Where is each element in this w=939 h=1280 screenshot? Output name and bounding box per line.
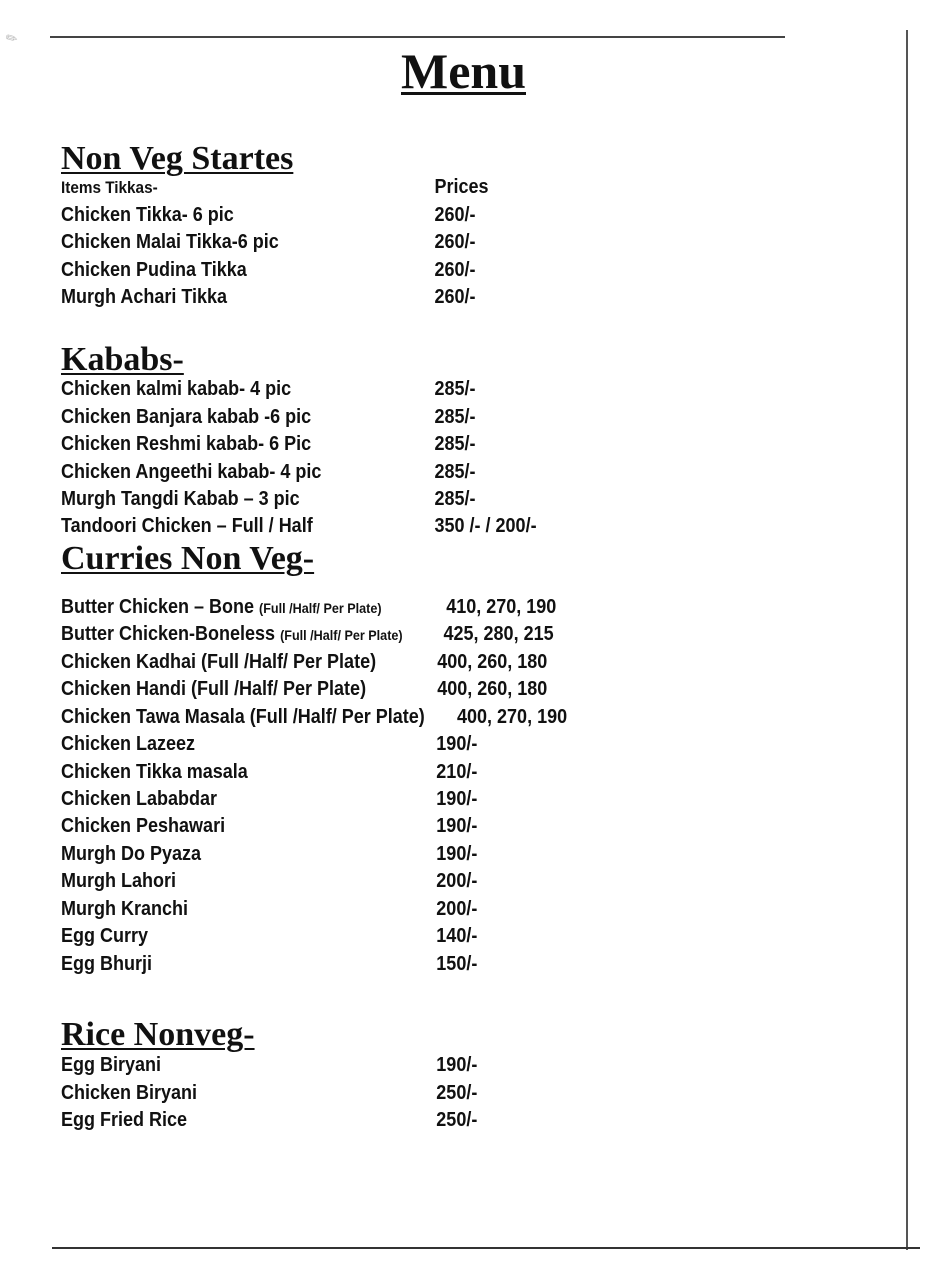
- item-name: Chicken Pudina Tikka: [61, 259, 247, 281]
- section-heading-kababs: Kababs-: [61, 341, 184, 378]
- top-rule: [50, 36, 785, 38]
- item-name: Egg Bhurji: [61, 953, 152, 975]
- menu-item: [61, 459, 565, 486]
- item-price: 150/-: [436, 953, 478, 975]
- item-price: 285/-: [434, 406, 476, 428]
- item-name: Egg Biryani: [61, 1054, 162, 1076]
- column-header-prices: Prices: [434, 176, 489, 198]
- item-name: Chicken Lazeez: [61, 733, 196, 755]
- item-price: 400, 270, 190: [457, 706, 568, 728]
- item-price: 200/-: [436, 898, 478, 920]
- right-rule: [906, 30, 908, 1250]
- item-name: Murgh Do Pyaza: [61, 843, 202, 865]
- item-price: 260/-: [434, 204, 476, 226]
- item-name: Chicken Kadhai (Full /Half/ Per Plate): [61, 651, 377, 673]
- item-title: Butter Chicken – Bone: [61, 596, 255, 618]
- item-name: Egg Fried Rice: [61, 1109, 188, 1131]
- item-name: Chicken Reshmi kabab- 6 Pic: [61, 433, 312, 455]
- menu-item: [61, 868, 565, 895]
- item-price: 190/-: [436, 815, 478, 837]
- item-name: [61, 621, 403, 649]
- item-name: Murgh Lahori: [61, 870, 176, 892]
- menu-item: [61, 896, 565, 923]
- item-name: Chicken Tawa Masala (Full /Half/ Per Plate): [61, 706, 425, 728]
- item-price: 285/-: [434, 461, 476, 483]
- menu-item: [61, 284, 565, 311]
- portion-note: (Full /Half/ Per Plate): [259, 600, 382, 616]
- item-name: Chicken Angeethi kabab- 4 pic: [61, 461, 322, 483]
- item-price: 250/-: [436, 1082, 478, 1104]
- column-header-items: Items Tikkas-: [61, 178, 158, 197]
- portion-note: (Full /Half/ Per Plate): [280, 627, 403, 643]
- item-name: Murgh Achari Tikka: [61, 286, 228, 308]
- item-price: 285/-: [434, 433, 476, 455]
- menu-item: [61, 229, 565, 256]
- item-name: Chicken Handi (Full /Half/ Per Plate): [61, 678, 367, 700]
- menu-item: [61, 1080, 565, 1107]
- item-price: 250/-: [436, 1109, 478, 1131]
- item-name: Murgh Kranchi: [61, 898, 189, 920]
- item-name: Egg Curry: [61, 925, 149, 947]
- item-price: 260/-: [434, 286, 476, 308]
- item-name: Chicken Tikka- 6 pic: [61, 204, 234, 226]
- item-title: Butter Chicken-Boneless: [61, 623, 276, 645]
- item-price: 190/-: [436, 788, 478, 810]
- menu-item: [61, 257, 565, 284]
- item-price: 410, 270, 190: [446, 596, 557, 618]
- item-name: Murgh Tangdi Kabab – 3 pic: [61, 488, 300, 510]
- menu-item: [61, 786, 565, 813]
- menu-item: [61, 202, 565, 229]
- menu-item: [61, 841, 565, 868]
- item-price: 285/-: [434, 488, 476, 510]
- item-price: 210/-: [436, 761, 478, 783]
- menu-item: [61, 404, 565, 431]
- item-price: 350 /- / 200/-: [434, 515, 537, 537]
- menu-item: [61, 594, 565, 621]
- menu-item: [61, 649, 565, 676]
- section-heading-curries-non-veg: Curries Non Veg-: [61, 540, 315, 577]
- menu-title: Menu: [401, 43, 526, 99]
- menu-item: [61, 813, 565, 840]
- item-name: Chicken Peshawari: [61, 815, 226, 837]
- item-price: 140/-: [436, 925, 478, 947]
- section-heading-rice-nonveg: Rice Nonveg-: [61, 1016, 255, 1053]
- menu-item: [61, 676, 565, 703]
- item-price: 400, 260, 180: [437, 651, 548, 673]
- item-name: [61, 594, 382, 622]
- item-price: 200/-: [436, 870, 478, 892]
- item-price: 190/-: [436, 733, 478, 755]
- menu-item: [61, 731, 565, 758]
- bottom-rule: [52, 1247, 920, 1249]
- pencil-mark-icon: ✎: [2, 28, 21, 48]
- menu-item: [61, 621, 565, 648]
- item-name: Chicken Banjara kabab -6 pic: [61, 406, 312, 428]
- item-price: 260/-: [434, 231, 476, 253]
- item-price: 285/-: [434, 378, 476, 400]
- item-name: Chicken Lababdar: [61, 788, 218, 810]
- menu-item: [61, 1052, 565, 1079]
- item-price: 260/-: [434, 259, 476, 281]
- menu-item: [61, 1107, 565, 1134]
- column-header-row: [61, 174, 565, 201]
- item-price: 190/-: [436, 843, 478, 865]
- item-name: Chicken kalmi kabab- 4 pic: [61, 378, 292, 400]
- menu-item: [61, 759, 565, 786]
- item-name: Chicken Biryani: [61, 1082, 198, 1104]
- menu-item: [61, 951, 565, 978]
- item-price: 190/-: [436, 1054, 478, 1076]
- menu-item: [61, 923, 565, 950]
- section-heading-non-veg-starters: Non Veg Startes: [61, 140, 294, 177]
- menu-item: [61, 376, 565, 403]
- menu-item: [61, 513, 565, 540]
- menu-item: [61, 486, 565, 513]
- item-name: Chicken Malai Tikka-6 pic: [61, 231, 279, 253]
- menu-item: [61, 431, 565, 458]
- item-price: 425, 280, 215: [443, 623, 554, 645]
- item-name: Tandoori Chicken – Full / Half: [61, 515, 313, 537]
- item-name: Chicken Tikka masala: [61, 761, 248, 783]
- menu-item: [61, 704, 568, 731]
- item-price: 400, 260, 180: [437, 678, 548, 700]
